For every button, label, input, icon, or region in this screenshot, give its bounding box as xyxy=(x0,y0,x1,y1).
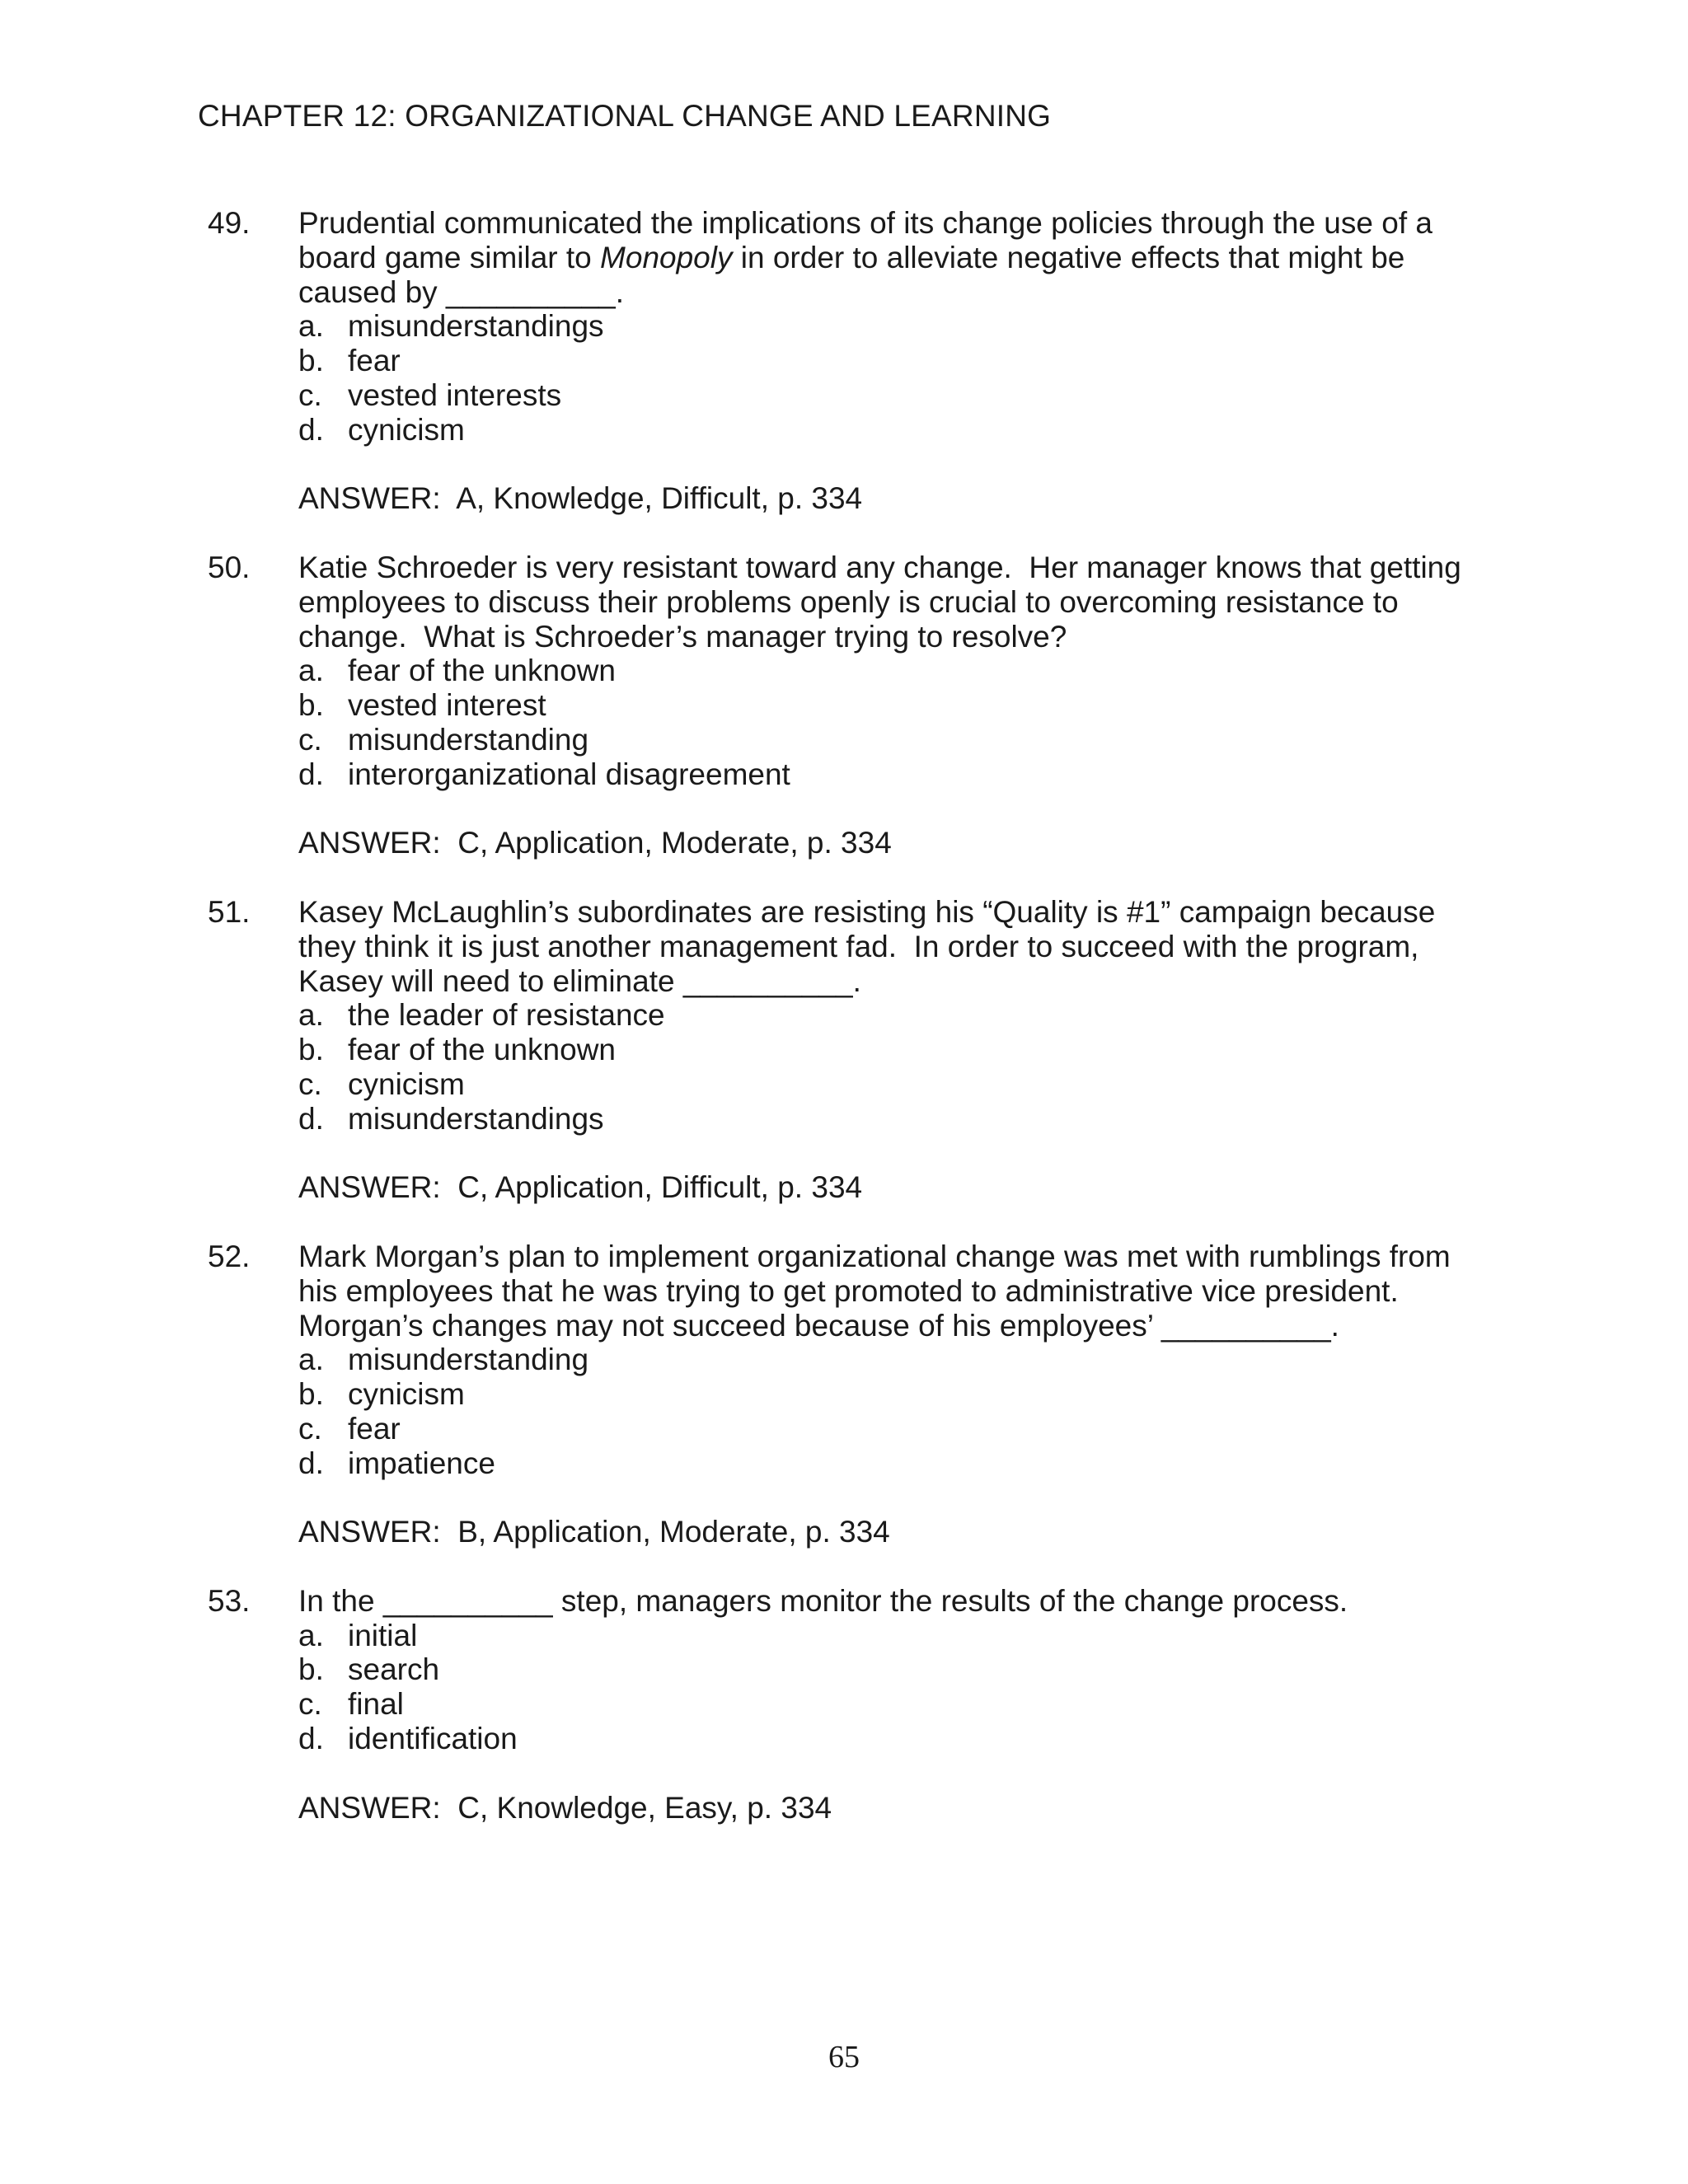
option-d xyxy=(298,1102,1493,1137)
question-number: 52. xyxy=(208,1239,251,1273)
page-number: 65 xyxy=(828,2040,860,2074)
option-c xyxy=(298,1412,1493,1446)
question-51 xyxy=(208,895,1493,1205)
option-list xyxy=(298,654,1493,791)
option-letter: a. xyxy=(298,654,324,688)
question-number: 50. xyxy=(208,550,251,584)
option-c xyxy=(298,1067,1493,1102)
option-text: fear xyxy=(348,1411,401,1446)
question-number: 49. xyxy=(208,206,251,240)
option-d xyxy=(298,1446,1493,1481)
question-stem-text: In the __________ step, managers monitor the results of the change process. xyxy=(298,1583,1348,1618)
option-text: final xyxy=(348,1687,404,1722)
option-c xyxy=(298,723,1493,757)
option-a xyxy=(298,309,1493,344)
chapter-title: CHAPTER 12: ORGANIZATIONAL CHANGE AND LEARNING xyxy=(198,99,1052,133)
option-text: fear xyxy=(348,344,401,378)
answer-line: ANSWER: B, Application, Moderate, p. 334 xyxy=(298,1515,890,1549)
option-text: misunderstanding xyxy=(348,1343,589,1377)
answer-line: ANSWER: C, Application, Difficult, p. 334 xyxy=(298,1170,863,1205)
question-number: 51. xyxy=(208,894,251,929)
option-c xyxy=(298,378,1493,413)
option-letter: d. xyxy=(298,757,324,791)
question-stem-italic: Monopoly xyxy=(600,240,733,274)
option-text: initial xyxy=(348,1618,418,1652)
option-b xyxy=(298,1652,1493,1687)
question-stem xyxy=(298,551,1493,654)
question-49 xyxy=(208,206,1493,516)
option-letter: d. xyxy=(298,1722,324,1756)
option-a xyxy=(298,1619,1493,1653)
option-text: vested interests xyxy=(348,377,562,412)
option-d xyxy=(298,757,1493,792)
option-letter: b. xyxy=(298,1377,324,1412)
question-stem xyxy=(298,1240,1493,1343)
option-text: interorganizational disagreement xyxy=(348,757,790,791)
question-50 xyxy=(208,551,1493,860)
question-stem-text: Kasey McLaughlin’s subordinates are resisting his “Quality is #1” campaign because they think it is just another management fad. In order to succeed with the program, Kasey will need to eliminate __________. xyxy=(298,894,1444,998)
question-stem xyxy=(298,895,1493,998)
option-a xyxy=(298,998,1493,1033)
question-number: 53. xyxy=(208,1583,251,1618)
option-d xyxy=(298,413,1493,448)
question-stem xyxy=(298,206,1493,309)
option-letter: d. xyxy=(298,412,324,447)
option-a xyxy=(298,654,1493,688)
option-b xyxy=(298,1033,1493,1067)
option-list xyxy=(298,1619,1493,1756)
answer-line: ANSWER: C, Knowledge, Easy, p. 334 xyxy=(298,1790,832,1825)
option-text: vested interest xyxy=(348,688,546,723)
question-52 xyxy=(208,1240,1493,1549)
option-text: fear of the unknown xyxy=(348,1033,616,1067)
option-text: search xyxy=(348,1652,440,1687)
option-d xyxy=(298,1722,1493,1756)
option-c xyxy=(298,1687,1493,1722)
option-letter: c. xyxy=(298,722,322,757)
question-stem-text: Katie Schroeder is very resistant toward any change. Her manager knows that getting employees to discuss their problems openly is crucial to overcoming resistance to change. What is Schroeder’s manager trying to resolve? xyxy=(298,550,1470,654)
option-letter: b. xyxy=(298,344,324,378)
option-letter: b. xyxy=(298,688,324,723)
option-letter: d. xyxy=(298,1446,324,1480)
option-text: cynicism xyxy=(348,1377,465,1412)
option-text: impatience xyxy=(348,1446,495,1480)
option-letter: a. xyxy=(298,309,324,344)
option-text: cynicism xyxy=(348,1066,465,1101)
option-list xyxy=(298,998,1493,1136)
question-stem-text: Prudential communicated the implications of its change policies through the use of a board game similar to xyxy=(298,206,1442,274)
option-letter: a. xyxy=(298,998,324,1033)
question-stem-text: Mark Morgan’s plan to implement organizational change was met with rumblings from his employees that he was trying to get promoted to administrative vice president. Morgan’s changes may not succeed because of his employees’ __________. xyxy=(298,1239,1460,1343)
option-list xyxy=(298,1343,1493,1480)
option-letter: d. xyxy=(298,1101,324,1136)
answer-line: ANSWER: A, Knowledge, Difficult, p. 334 xyxy=(298,481,863,516)
option-letter: c. xyxy=(298,377,322,412)
option-text: misunderstandings xyxy=(348,1101,604,1136)
option-letter: a. xyxy=(298,1343,324,1377)
question-list xyxy=(208,206,1493,1859)
option-list xyxy=(298,309,1493,447)
question-53 xyxy=(208,1584,1493,1825)
option-a xyxy=(298,1343,1493,1377)
option-letter: c. xyxy=(298,1411,322,1446)
option-letter: b. xyxy=(298,1033,324,1067)
option-text: misunderstanding xyxy=(348,722,589,757)
option-text: the leader of resistance xyxy=(348,998,665,1033)
answer-line: ANSWER: C, Application, Moderate, p. 334 xyxy=(298,826,892,860)
option-letter: c. xyxy=(298,1066,322,1101)
option-text: misunderstandings xyxy=(348,309,604,344)
option-b xyxy=(298,1377,1493,1412)
question-stem-text: in order to alleviate negative effects that might be caused by __________. xyxy=(298,240,1414,309)
option-b xyxy=(298,344,1493,378)
option-letter: b. xyxy=(298,1652,324,1687)
option-b xyxy=(298,688,1493,723)
option-letter: c. xyxy=(298,1687,322,1722)
option-text: cynicism xyxy=(348,412,465,447)
option-letter: a. xyxy=(298,1618,324,1652)
option-text: identification xyxy=(348,1722,518,1756)
option-text: fear of the unknown xyxy=(348,654,616,688)
question-stem xyxy=(298,1584,1493,1619)
